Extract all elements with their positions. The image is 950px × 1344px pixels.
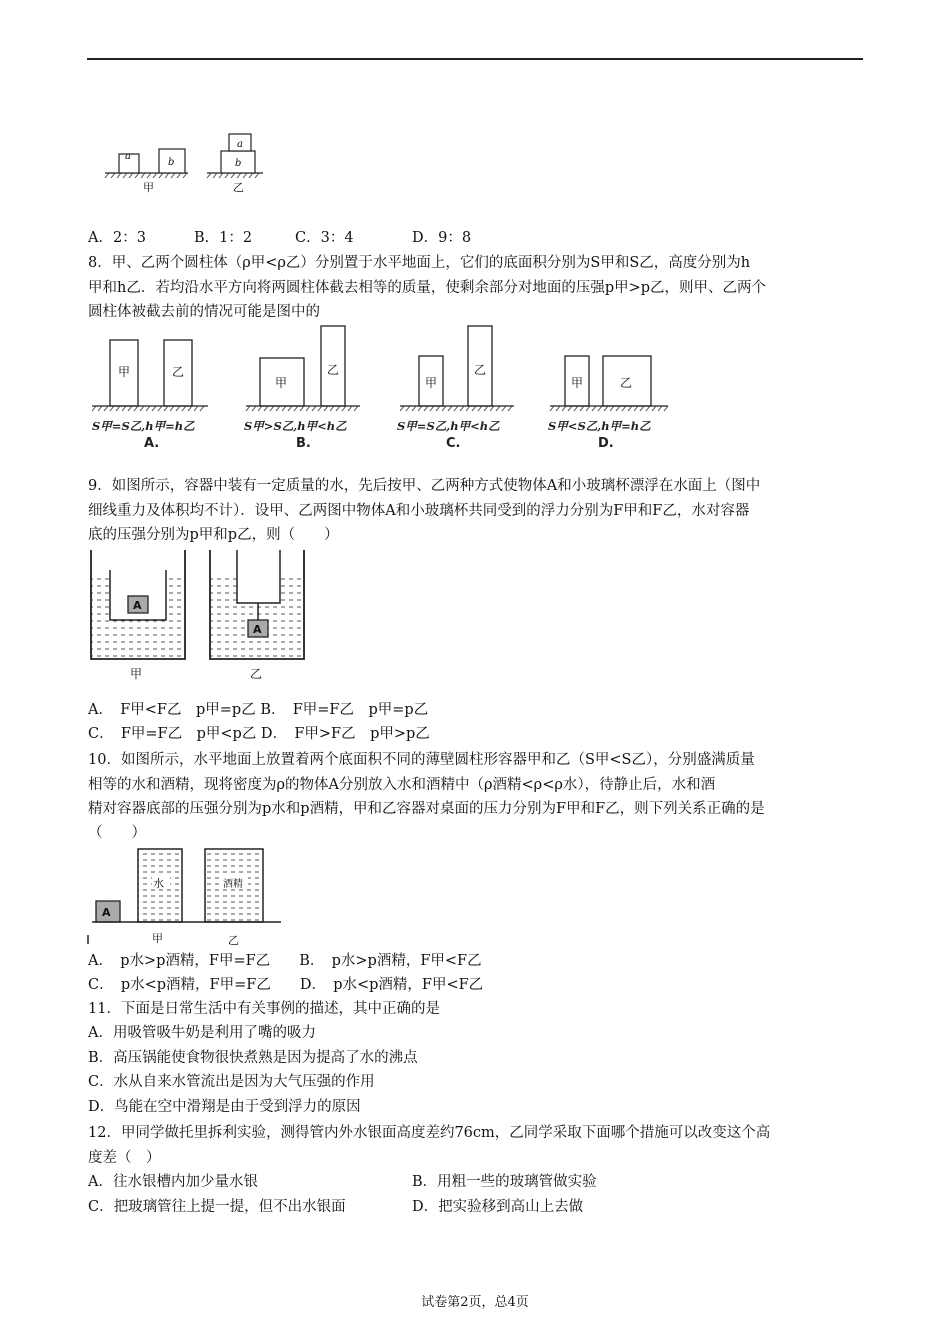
q7-option-c: C．3：4 — [295, 230, 354, 246]
q8-line-2: 甲和h乙．若均沿水平方向将两圆柱体截去相等的质量，使剩余部分对地面的压强p甲>p乙，则甲、乙两个 — [88, 280, 767, 296]
q10-options-row-1: A． p水>p酒精，F甲=F乙 B． p水>p酒精，F甲<F乙 — [88, 953, 482, 969]
q8-c-relation: S甲=S乙,h甲<h乙 — [397, 419, 500, 433]
q9-line-1: 9．如图所示，容器中装有一定质量的水，先后按甲、乙两种方式使物体A和小玻璃杯漂浮在水面上（图中 — [88, 478, 761, 494]
q7-label-b-right: b — [235, 158, 242, 169]
q8-c-right: 乙 — [474, 363, 487, 377]
q11-option-c: C．水从自来水管流出是因为大气压强的作用 — [88, 1074, 375, 1090]
q8-a-right: 乙 — [172, 365, 185, 379]
q12-option-c: C．把玻璃管往上提一提，但不出水银面 — [88, 1199, 346, 1215]
q11-option-b: B．高压锅能使食物很快煮熟是因为提高了水的沸点 — [88, 1050, 418, 1066]
q7-label-a-stack: a — [237, 139, 243, 150]
q8-a-relation: S甲=S乙,h甲=h乙 — [92, 419, 195, 433]
q10-line-2: 相等的水和酒精，现将密度为ρ的物体A分别放入水和酒精中（ρ酒精<ρ<ρ水），待静止后，水和酒 — [88, 777, 716, 793]
q10-line-4: （ ） — [88, 825, 146, 841]
q8-figure-d — [550, 356, 668, 406]
q11-option-a: A．用吸管吸牛奶是利用了嘴的吸力 — [88, 1025, 316, 1041]
q8-a-left: 甲 — [118, 365, 131, 379]
q8-b-left: 甲 — [275, 376, 288, 390]
q7-caption-left: 甲 — [143, 181, 154, 194]
q8-figure-b — [246, 326, 360, 406]
q8-figures — [88, 320, 688, 452]
q8-figure-a — [92, 340, 208, 406]
q8-line-1: 8．甲、乙两个圆柱体（ρ甲<ρ乙）分别置于水平地面上，它们的底面积分别为S甲和S乙，高度分别为h — [88, 255, 751, 271]
q8-c-left: 甲 — [425, 376, 438, 390]
q9-line-2: 细线重力及体积均不计）．设甲、乙两图中物体A和小玻璃杯共同受到的浮力分别为F甲和F乙，水对容器 — [88, 503, 750, 519]
q8-d-right: 乙 — [620, 376, 633, 390]
q9-options-row-2: C． F甲=F乙 p甲<p乙 D． F甲>F乙 p甲>p乙 — [88, 726, 430, 742]
q10-caption-right: 乙 — [228, 934, 239, 947]
q7-label-a: a — [125, 151, 131, 162]
q7-option-a: A．2：3 — [88, 230, 146, 246]
q7-caption-right: 乙 — [233, 181, 244, 194]
q12-option-d: D．把实验移到高山上去做 — [412, 1199, 584, 1215]
q11-stem: 11．下面是日常生活中有关事例的描述，其中正确的是 — [88, 1001, 440, 1017]
q9-caption-left: 甲 — [130, 667, 143, 681]
q11-option-d: D．鸟能在空中滑翔是由于受到浮力的原因 — [88, 1099, 361, 1115]
q8-d-letter: D. — [598, 436, 614, 451]
q7-label-b-left: b — [168, 157, 175, 168]
q9-figure — [88, 548, 313, 683]
q8-b-letter: B. — [296, 436, 311, 451]
q10-alcohol-label: 酒精 — [223, 879, 243, 890]
q10-options-row-2: C． p水<p酒精，F甲=F乙 D． p水<p酒精，F甲<F乙 — [88, 977, 484, 993]
q12-line-2: 度差（ ） — [88, 1150, 161, 1166]
q8-b-relation: S甲>S乙,h甲<h乙 — [244, 419, 347, 433]
q7-option-d: D．9：8 — [412, 230, 472, 246]
q8-line-3: 圆柱体被截去前的情况可能是图中的 — [88, 304, 320, 320]
q12-line-1: 12．甲同学做托里拆利实验，测得管内外水银面高度差约76cm，乙同学采取下面哪个措施可以改变这个高 — [88, 1125, 771, 1141]
q10-figure — [86, 845, 286, 949]
q9-options-row-1: A． F甲<F乙 p甲=p乙 B． F甲=F乙 p甲=p乙 — [88, 702, 429, 718]
page-footer: 试卷第2页，总4页 — [421, 1295, 529, 1310]
q7-option-b: B．1：2 — [194, 230, 253, 246]
q10-caption-left: 甲 — [152, 932, 163, 945]
q8-a-letter: A. — [144, 436, 160, 451]
q10-water-label: 水 — [153, 877, 164, 890]
q8-d-relation: S甲<S乙,h甲=h乙 — [548, 419, 651, 433]
q9-line-3: 底的压强分别为p甲和p乙，则（ ） — [88, 527, 339, 543]
q10-block: A — [102, 906, 111, 919]
q8-d-left: 甲 — [571, 376, 584, 390]
q7-figure — [103, 128, 278, 198]
q9-block-right: A — [253, 623, 262, 636]
q8-c-letter: C. — [446, 436, 461, 451]
q9-block-left: A — [133, 599, 142, 612]
q10-line-1: 10．如图所示，水平地面上放置着两个底面积不同的薄壁圆柱形容器甲和乙（S甲<S乙），分别盛满质量 — [88, 752, 755, 768]
header-rule — [87, 58, 863, 60]
q10-line-3: 精对容器底部的压强分别为p水和p酒精，甲和乙容器对桌面的压力分别为F甲和F乙，则下列关系正确的是 — [88, 801, 765, 817]
q12-option-b: B．用粗一些的玻璃管做实验 — [412, 1174, 597, 1190]
q8-figure-c — [400, 326, 514, 406]
q8-b-right: 乙 — [327, 363, 340, 377]
q9-caption-right: 乙 — [250, 667, 263, 681]
q12-option-a: A．往水银槽内加少量水银 — [88, 1174, 258, 1190]
